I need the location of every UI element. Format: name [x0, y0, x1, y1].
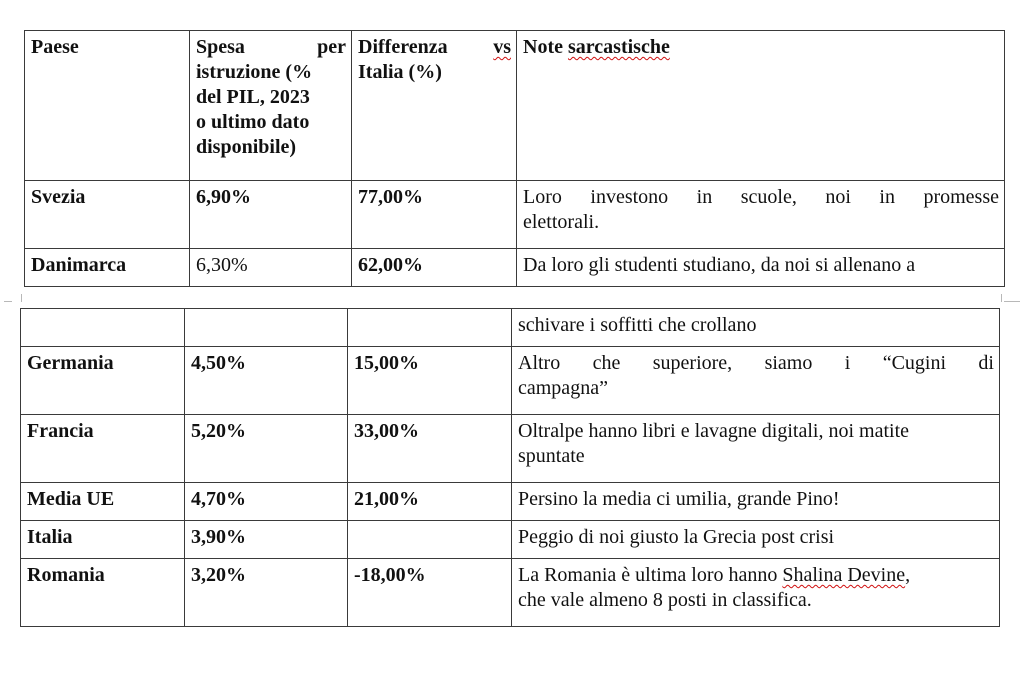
note-cell[interactable]: Loro investono in scuole, noi in promesse elettorali. [517, 181, 1005, 249]
difference-cell[interactable]: 21,00% [348, 483, 512, 521]
spending-cell[interactable] [185, 309, 348, 347]
spending-cell[interactable]: 5,20% [185, 415, 348, 483]
note-cell[interactable]: schivare i soffitti che crollano [512, 309, 1000, 347]
country-cell[interactable] [21, 309, 185, 347]
table-row [21, 347, 1000, 415]
spending-cell[interactable]: 4,70% [185, 483, 348, 521]
header-difference[interactable]: Differenza vs Italia (%) [352, 31, 517, 181]
table-row [21, 483, 1000, 521]
country-cell[interactable]: Media UE [21, 483, 185, 521]
page-break-marker [0, 294, 1024, 308]
difference-cell[interactable] [348, 521, 512, 559]
comparison-table-page-1 [24, 30, 1005, 287]
header-row [25, 31, 1005, 181]
country-cell[interactable]: Germania [21, 347, 185, 415]
difference-cell[interactable]: 33,00% [348, 415, 512, 483]
difference-cell[interactable]: -18,00% [348, 559, 512, 627]
spending-cell[interactable]: 6,30% [190, 249, 352, 287]
table-row [25, 181, 1005, 249]
spellcheck-flagged-name: Shalina Devine [782, 564, 906, 586]
spending-cell[interactable]: 3,90% [185, 521, 348, 559]
header-spending[interactable]: Spesa per istruzione (% del PIL, 2023 o ultimo dato disponibile) [190, 31, 352, 181]
comparison-table-page-2 [20, 308, 1000, 627]
note-cell[interactable]: Da loro gli studenti studiano, da noi si allenano a [517, 249, 1005, 287]
table-row [21, 521, 1000, 559]
spending-cell[interactable]: 4,50% [185, 347, 348, 415]
spending-cell[interactable]: 3,20% [185, 559, 348, 627]
country-cell[interactable]: Romania [21, 559, 185, 627]
table-row-continuation [21, 309, 1000, 347]
note-cell[interactable]: Oltralpe hanno libri e lavagne digitali, noi matite spuntate [512, 415, 1000, 483]
table-row [25, 249, 1005, 287]
country-cell[interactable]: Italia [21, 521, 185, 559]
header-notes[interactable]: Note sarcastische [517, 31, 1005, 181]
note-cell[interactable]: Peggio di noi giusto la Grecia post crisi [512, 521, 1000, 559]
table-row [21, 559, 1000, 627]
note-cell[interactable]: Altro che superiore, siamo i “Cugini di campagna” [512, 347, 1000, 415]
header-country[interactable]: Paese [25, 31, 190, 181]
table-row [21, 415, 1000, 483]
difference-cell[interactable] [348, 309, 512, 347]
difference-cell[interactable]: 77,00% [352, 181, 517, 249]
difference-cell[interactable]: 15,00% [348, 347, 512, 415]
difference-cell[interactable]: 62,00% [352, 249, 517, 287]
note-cell[interactable]: La Romania è ultima loro hanno Shalina Devine, che vale almeno 8 posti in classifica. [512, 559, 1000, 627]
country-cell[interactable]: Svezia [25, 181, 190, 249]
country-cell[interactable]: Danimarca [25, 249, 190, 287]
note-cell[interactable]: Persino la media ci umilia, grande Pino! [512, 483, 1000, 521]
spending-cell[interactable]: 6,90% [190, 181, 352, 249]
country-cell[interactable]: Francia [21, 415, 185, 483]
